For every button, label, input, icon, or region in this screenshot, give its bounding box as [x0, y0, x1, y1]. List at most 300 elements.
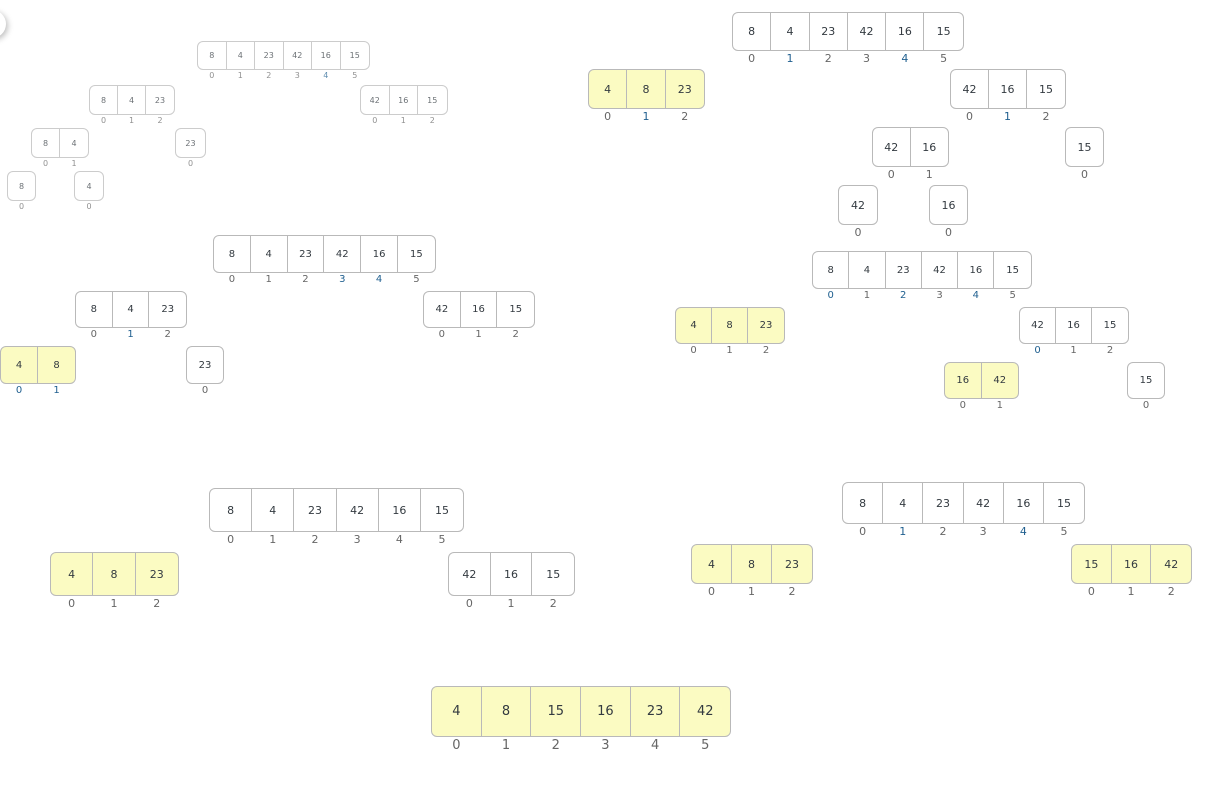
array-cell	[149, 292, 186, 340]
index-label: 4	[375, 274, 383, 285]
cell-value: 16	[969, 264, 983, 276]
index-label: 1	[128, 116, 135, 125]
array-cell	[951, 70, 989, 123]
array-cell	[1128, 363, 1164, 411]
array-cell	[945, 363, 982, 411]
array-cell	[75, 172, 103, 211]
array-cell	[361, 86, 390, 125]
cell-value: 23	[646, 704, 664, 719]
cell-value: 16	[897, 25, 912, 38]
array-5-0	[842, 482, 1085, 538]
cell-value: 42	[884, 140, 899, 154]
index-label: 0	[1087, 585, 1095, 598]
array-0-0	[197, 41, 370, 80]
cell-value: 23	[307, 503, 322, 517]
index-label: 1	[1004, 110, 1011, 123]
cell-value: 4	[127, 304, 134, 315]
array-cell	[1092, 308, 1128, 356]
cell-value: 4	[71, 138, 77, 148]
index-label: 0	[859, 525, 867, 538]
array-cell	[60, 129, 88, 168]
index-label: 5	[352, 71, 358, 80]
array-cell	[1, 347, 38, 396]
index-label: 4	[901, 52, 909, 65]
cell-value: 8	[53, 359, 60, 371]
index-label: 0	[68, 597, 76, 610]
cell-value: 42	[993, 375, 1007, 386]
array-cell	[911, 128, 949, 181]
index-label: 2	[1106, 345, 1114, 356]
array-cell	[324, 236, 361, 285]
index-label: 2	[824, 52, 832, 65]
array-cell	[379, 489, 421, 546]
array-cell	[146, 86, 174, 125]
index-label: 0	[748, 52, 756, 65]
cell-value: 23	[161, 304, 175, 315]
cell-value: 4	[15, 359, 23, 371]
index-label: 0	[209, 71, 215, 80]
array-0-6	[74, 171, 104, 211]
index-label: 1	[925, 168, 933, 181]
cell-value: 8	[726, 320, 733, 331]
array-cell	[421, 489, 463, 546]
index-label: 1	[786, 52, 794, 65]
index-label: 1	[1127, 585, 1135, 598]
array-cell	[883, 483, 923, 538]
index-label: 4	[395, 533, 403, 546]
array-4-2	[1019, 307, 1129, 356]
cell-value: 4	[863, 264, 871, 276]
array-cell	[930, 186, 967, 239]
array-cell	[337, 489, 379, 546]
array-cell	[227, 42, 256, 80]
cell-value: 23	[935, 496, 950, 510]
array-cell	[666, 70, 704, 123]
array-4-4	[1127, 362, 1165, 411]
array-cell	[284, 42, 313, 80]
index-label: 0	[854, 226, 862, 239]
cell-value: 15	[547, 704, 564, 719]
cell-value: 4	[708, 557, 715, 571]
array-cell	[810, 13, 848, 65]
array-cell	[361, 236, 398, 285]
cell-value: 23	[821, 25, 836, 38]
sorted-array-4-1	[675, 307, 785, 356]
array-cell	[1004, 483, 1044, 538]
array-cell	[432, 687, 482, 753]
index-label: 2	[512, 329, 519, 340]
cell-value: 15	[1006, 264, 1019, 276]
index-label: 0	[100, 116, 107, 125]
array-cell	[113, 292, 150, 340]
array-cell	[989, 70, 1027, 123]
array-3-3	[872, 127, 949, 181]
cell-value: 16	[472, 304, 485, 315]
cell-value: 42	[350, 503, 365, 517]
array-cell	[982, 363, 1019, 411]
cell-value: 16	[1000, 82, 1015, 96]
array-1-2	[423, 291, 535, 340]
cell-value: 42	[335, 248, 349, 260]
index-label: 3	[294, 71, 300, 80]
cell-value: 4	[265, 248, 272, 260]
partial-circle-shape	[0, 10, 6, 38]
array-cell	[1027, 70, 1065, 123]
index-label: 0	[827, 290, 834, 301]
cell-value: 4	[899, 496, 907, 510]
index-label: 3	[353, 533, 361, 546]
array-cell	[923, 483, 963, 538]
array-cell	[631, 687, 681, 753]
array-3-6	[929, 185, 968, 239]
index-label: 2	[549, 597, 557, 610]
index-label: 2	[429, 116, 435, 125]
array-cell	[692, 545, 732, 598]
array-cell	[93, 553, 135, 610]
index-label: 0	[465, 597, 473, 610]
cell-value: 16	[1067, 320, 1080, 331]
array-cell	[38, 347, 75, 396]
array-cell	[32, 129, 60, 168]
cell-value: 16	[1016, 496, 1031, 510]
cell-value: 15	[410, 248, 423, 260]
index-label: 1	[899, 525, 907, 538]
array-cell	[252, 489, 294, 546]
cell-value: 15	[349, 51, 360, 60]
cell-value: 23	[299, 248, 312, 260]
cell-value: 15	[1057, 496, 1072, 510]
cell-value: 42	[697, 704, 714, 719]
cell-value: 8	[42, 138, 49, 148]
index-label: 0	[372, 116, 378, 125]
index-label: 5	[1060, 525, 1068, 538]
index-label: 1	[400, 116, 406, 125]
array-cell	[118, 86, 146, 125]
sorted-array-5-1	[691, 544, 813, 598]
array-4-0	[812, 251, 1032, 301]
array-0-4	[175, 128, 206, 168]
sorted-array-4-3	[944, 362, 1019, 411]
index-label: 5	[940, 52, 948, 65]
index-label: 0	[227, 533, 235, 546]
array-cell	[418, 86, 447, 125]
array-cell	[589, 70, 627, 123]
cell-value: 15	[509, 304, 523, 315]
cell-value: 4	[690, 320, 697, 331]
array-0-2	[360, 85, 448, 125]
array-1-0	[213, 235, 436, 285]
index-label: 0	[966, 110, 973, 123]
index-label: 0	[438, 329, 446, 340]
index-label: 2	[900, 290, 907, 301]
cell-value: 8	[228, 248, 236, 260]
index-label: 2	[681, 110, 689, 123]
index-label: 0	[945, 226, 952, 239]
cell-value: 16	[941, 198, 956, 212]
index-label: 2	[551, 738, 560, 753]
cell-value: 23	[785, 557, 799, 571]
cell-value: 15	[1139, 375, 1153, 386]
array-cell	[449, 553, 491, 610]
array-cell	[839, 186, 877, 239]
index-label: 1	[110, 597, 118, 610]
index-label: 0	[86, 202, 92, 211]
array-cell	[848, 13, 886, 65]
array-cell	[90, 86, 118, 125]
index-label: 1	[642, 110, 650, 123]
array-cell	[390, 86, 419, 125]
index-label: 5	[701, 738, 710, 753]
array-2-2	[448, 552, 575, 610]
index-label: 1	[726, 345, 733, 356]
array-cell	[341, 42, 370, 80]
cell-value: 8	[642, 82, 650, 96]
cell-value: 23	[149, 567, 164, 581]
cell-value: 8	[859, 496, 867, 510]
cell-value: 8	[100, 95, 107, 105]
array-cell	[1112, 545, 1152, 598]
index-label: 2	[788, 585, 796, 598]
cell-value: 23	[896, 264, 910, 276]
array-cell	[680, 687, 730, 753]
array-cell	[312, 42, 341, 80]
index-label: 0	[90, 329, 98, 340]
array-cell	[424, 292, 461, 340]
cell-value: 16	[392, 503, 407, 517]
cell-value: 4	[786, 25, 794, 38]
cell-value: 42	[962, 82, 977, 96]
cell-value: 15	[546, 567, 561, 581]
array-cell	[733, 13, 771, 65]
array-3-0	[732, 12, 964, 65]
array-cell	[1072, 545, 1112, 598]
index-label: 1	[507, 597, 515, 610]
index-label: 3	[979, 525, 987, 538]
array-0-1	[89, 85, 175, 125]
array-cell	[294, 489, 336, 546]
array-cell	[994, 252, 1030, 301]
array-cell	[964, 483, 1004, 538]
array-cell	[712, 308, 748, 356]
array-cell	[214, 236, 251, 285]
array-1-4	[186, 346, 224, 396]
index-label: 4	[650, 738, 660, 753]
cell-value: 8	[827, 264, 834, 276]
array-cell	[491, 553, 533, 610]
cell-value: 16	[956, 375, 970, 386]
array-cell	[843, 483, 883, 538]
cell-value: 15	[435, 503, 450, 517]
index-label: 0	[42, 159, 49, 168]
cell-value: 15	[1103, 320, 1117, 331]
index-label: 0	[604, 110, 612, 123]
cell-value: 23	[154, 95, 166, 105]
index-label: 3	[936, 290, 943, 301]
sorted-array-1-3	[0, 346, 76, 396]
cell-value: 4	[128, 95, 135, 105]
index-label: 2	[939, 525, 947, 538]
array-3-2	[950, 69, 1066, 123]
index-label: 2	[311, 533, 319, 546]
array-cell	[1044, 483, 1084, 538]
array-cell	[772, 545, 812, 598]
array-cell	[676, 308, 712, 356]
array-cell	[461, 292, 498, 340]
cell-value: 16	[1124, 557, 1139, 571]
sorted-array-6-0	[431, 686, 731, 753]
index-label: 3	[339, 274, 346, 285]
index-label: 5	[1009, 290, 1016, 301]
array-cell	[922, 252, 958, 301]
array-cell	[288, 236, 325, 285]
index-label: 2	[164, 329, 171, 340]
cell-value: 42	[976, 496, 991, 510]
index-label: 2	[1042, 110, 1050, 123]
index-label: 2	[1167, 585, 1175, 598]
index-label: 3	[863, 52, 871, 65]
cell-value: 42	[435, 304, 449, 315]
index-label: 0	[1081, 168, 1088, 181]
cell-value: 8	[501, 704, 511, 719]
cell-value: 16	[372, 248, 386, 260]
array-cell	[187, 347, 223, 396]
cell-value: 4	[604, 82, 612, 96]
array-cell	[1151, 545, 1191, 598]
index-label: 4	[323, 71, 329, 80]
cell-value: 8	[748, 25, 756, 38]
array-cell	[732, 545, 772, 598]
index-label: 0	[959, 400, 966, 411]
index-label: 0	[18, 202, 25, 211]
array-0-3	[31, 128, 89, 168]
array-cell	[8, 172, 35, 211]
index-label: 4	[972, 290, 980, 301]
cell-value: 42	[851, 198, 865, 212]
sorted-array-3-1	[588, 69, 705, 123]
index-label: 1	[265, 274, 272, 285]
cell-value: 23	[198, 359, 212, 371]
index-label: 1	[71, 159, 77, 168]
array-cell	[210, 489, 252, 546]
array-cell	[76, 292, 113, 340]
sorted-array-5-2	[1071, 544, 1192, 598]
array-cell	[813, 252, 849, 301]
cell-value: 16	[597, 704, 614, 719]
cell-value: 4	[452, 704, 461, 719]
index-label: 4	[1019, 525, 1027, 538]
cell-value: 23	[759, 320, 773, 331]
array-cell	[136, 553, 178, 610]
array-3-4	[1065, 127, 1104, 181]
array-cell	[748, 308, 784, 356]
cell-value: 8	[90, 304, 98, 315]
cell-value: 42	[462, 567, 477, 581]
array-cell	[958, 252, 994, 301]
index-label: 1	[237, 71, 243, 80]
array-cell	[532, 553, 574, 610]
index-label: 2	[266, 71, 272, 80]
cell-value: 15	[1084, 557, 1099, 571]
array-2-0	[209, 488, 464, 546]
index-label: 0	[887, 168, 895, 181]
cell-value: 8	[227, 503, 235, 517]
index-label: 0	[1034, 345, 1041, 356]
cell-value: 42	[1164, 557, 1179, 571]
index-label: 0	[15, 385, 23, 396]
cell-value: 16	[398, 95, 409, 105]
array-cell	[886, 252, 922, 301]
array-3-5	[838, 185, 878, 239]
cell-value: 15	[936, 25, 951, 38]
index-label: 2	[157, 116, 163, 125]
cell-value: 15	[1077, 140, 1092, 154]
array-cell	[1056, 308, 1092, 356]
array-cell	[497, 292, 534, 340]
cell-value: 23	[185, 138, 196, 148]
index-label: 2	[762, 345, 770, 356]
cell-value: 8	[209, 51, 215, 60]
index-label: 0	[201, 385, 209, 396]
index-label: 1	[269, 533, 277, 546]
array-cell	[1020, 308, 1056, 356]
array-cell	[771, 13, 809, 65]
index-label: 0	[1142, 400, 1150, 411]
cell-value: 8	[110, 567, 118, 581]
array-cell	[581, 687, 631, 753]
index-label: 0	[187, 159, 194, 168]
cell-value: 42	[292, 51, 303, 60]
array-cell	[924, 13, 962, 65]
array-cell	[176, 129, 205, 168]
array-cell	[849, 252, 885, 301]
index-label: 1	[996, 400, 1003, 411]
sorted-array-2-1	[50, 552, 179, 610]
cell-value: 8	[18, 181, 25, 191]
index-label: 2	[302, 274, 309, 285]
cell-value: 15	[427, 95, 438, 105]
cell-value: 4	[237, 51, 243, 60]
array-0-5	[7, 171, 36, 211]
array-cell	[627, 70, 665, 123]
cell-value: 16	[320, 51, 331, 60]
cell-value: 42	[1031, 320, 1044, 331]
cell-value: 42	[369, 95, 380, 105]
array-cell	[255, 42, 284, 80]
index-label: 5	[413, 274, 420, 285]
array-cell	[873, 128, 911, 181]
index-label: 1	[1070, 345, 1077, 356]
array-cell	[398, 236, 435, 285]
array-cell	[482, 687, 532, 753]
index-label: 1	[53, 385, 60, 396]
index-label: 0	[452, 738, 461, 753]
array-cell	[51, 553, 93, 610]
index-label: 3	[601, 738, 610, 753]
array-cell	[886, 13, 924, 65]
array-1-1	[75, 291, 187, 340]
index-label: 1	[501, 738, 511, 753]
index-label: 1	[748, 585, 755, 598]
index-label: 0	[708, 585, 715, 598]
array-cell	[198, 42, 227, 80]
cell-value: 42	[933, 264, 946, 276]
index-label: 0	[228, 274, 236, 285]
cell-value: 16	[922, 140, 937, 154]
index-label: 1	[475, 329, 482, 340]
cell-value: 4	[86, 181, 92, 191]
array-cell	[1066, 128, 1103, 181]
cell-value: 23	[263, 51, 274, 60]
